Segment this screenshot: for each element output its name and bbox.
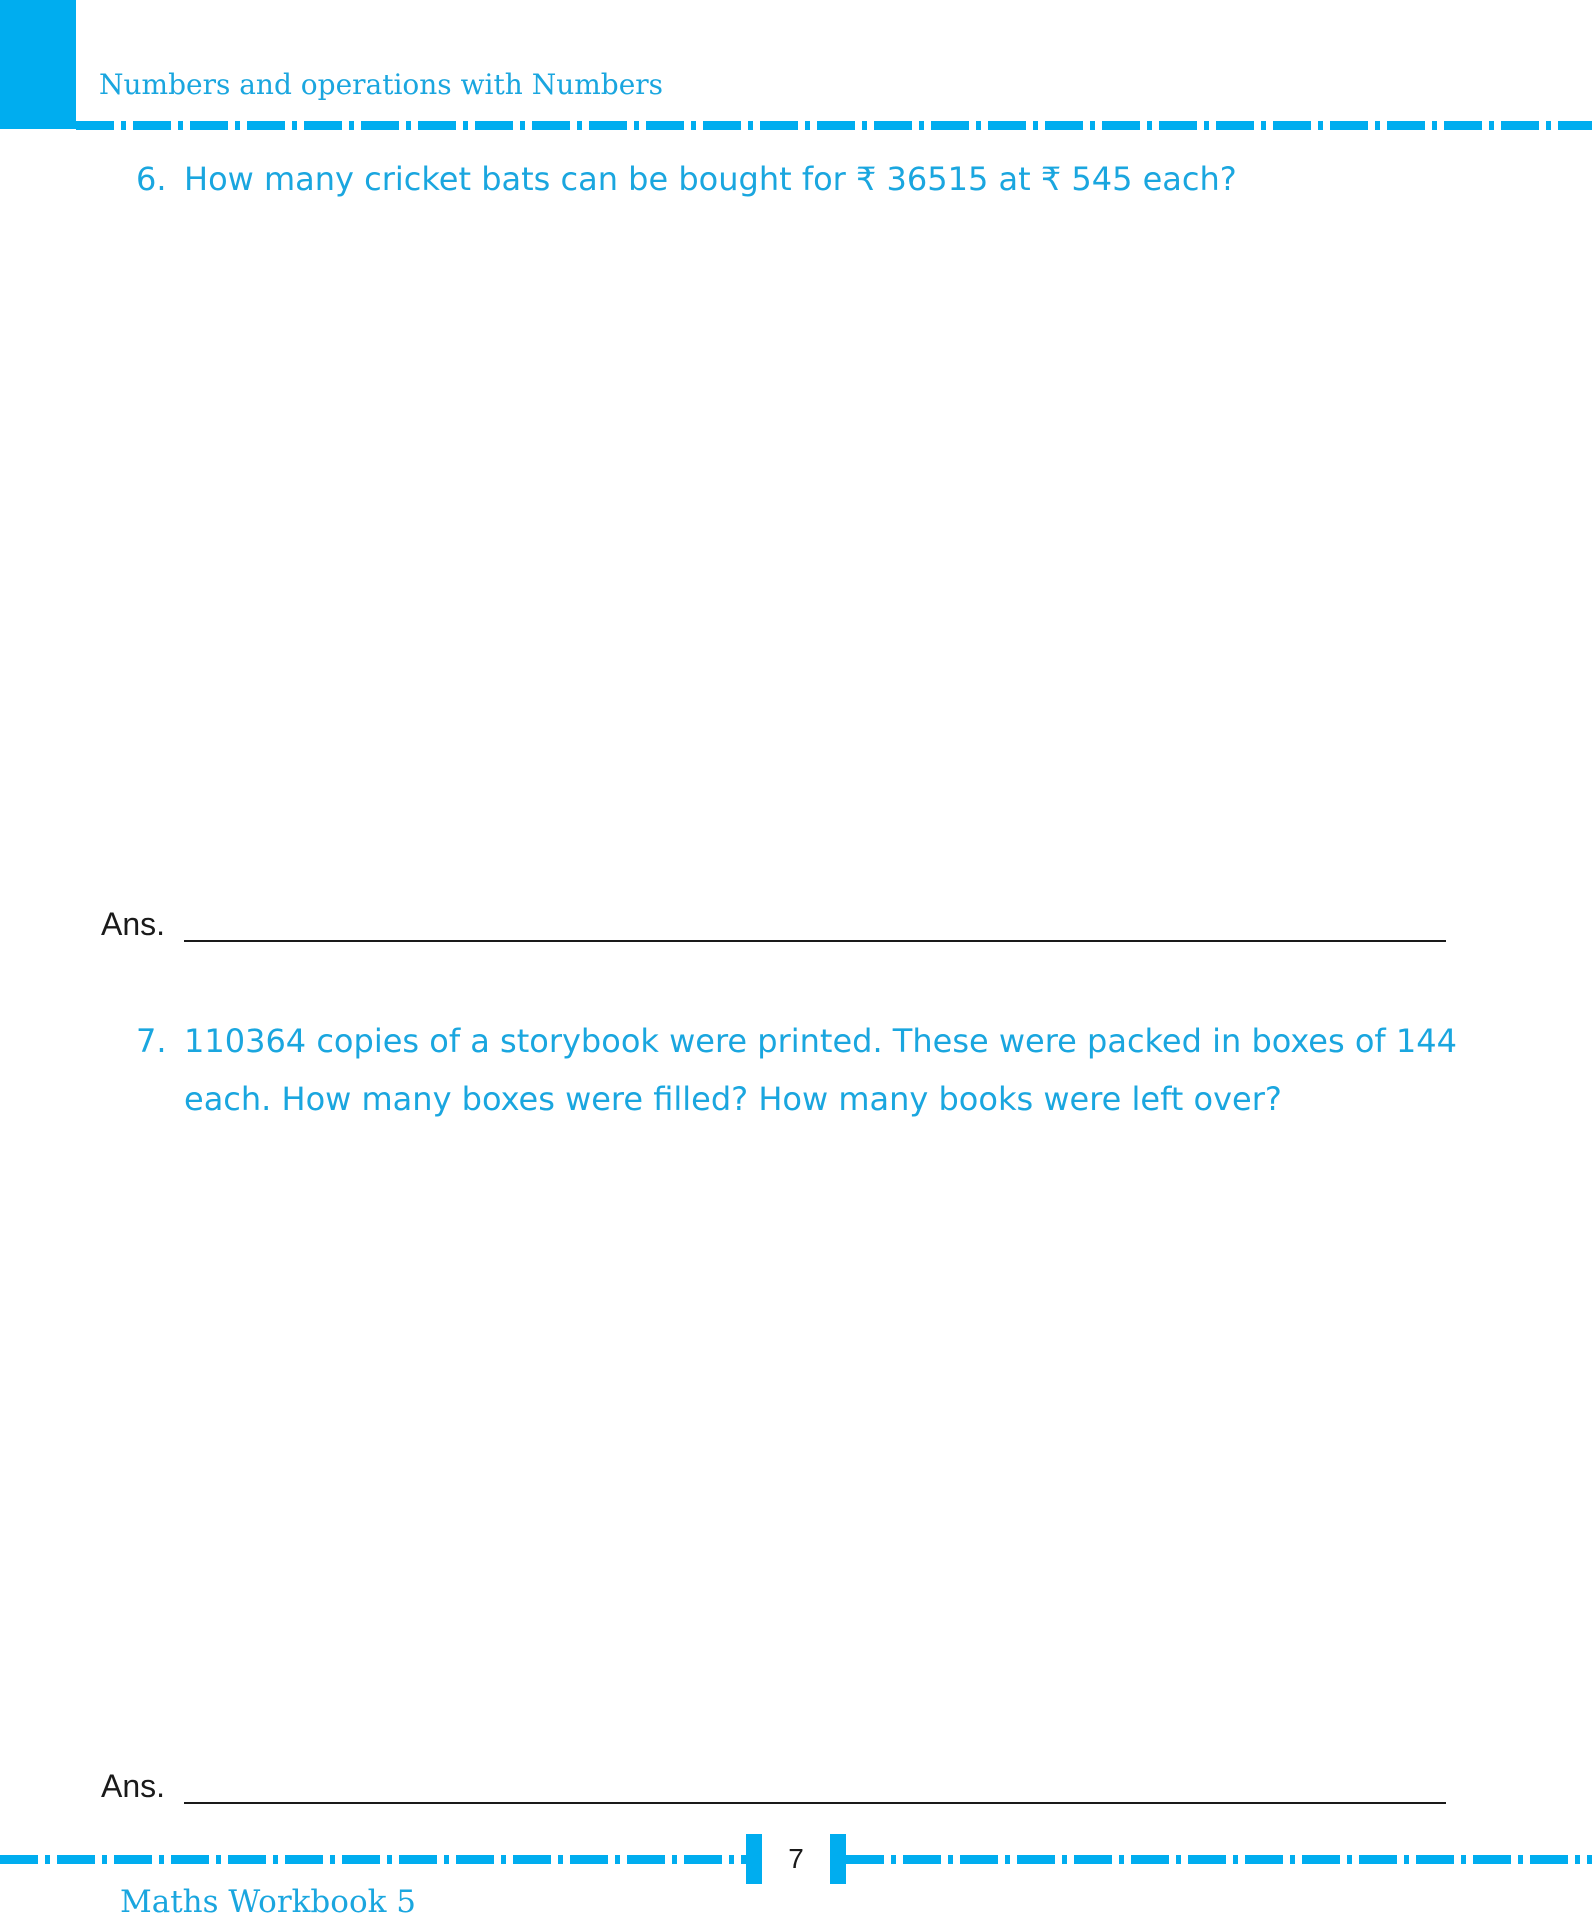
page-bracket-right [830, 1834, 846, 1884]
answer-label-7: Ans. [101, 1768, 166, 1804]
question-line: 110364 copies of a storybook were printed. These were packed in boxes of 144 [184, 1022, 1457, 1060]
answer-line-7[interactable] [184, 1802, 1446, 1804]
header-divider [76, 121, 1592, 130]
question-6 [136, 150, 1436, 210]
header-color-block [0, 0, 76, 129]
footer-divider-right [846, 1855, 1592, 1864]
footer-divider-left [0, 1855, 746, 1864]
question-number: 7. [136, 1022, 167, 1060]
question-number: 6. [136, 160, 167, 198]
question-7 [136, 1012, 1536, 1132]
book-title: Maths Workbook 5 [120, 1884, 416, 1920]
chapter-title: Numbers and operations with Numbers [99, 68, 664, 101]
page-number-box [746, 1834, 846, 1884]
question-line: How many cricket bats can be bought for ₹ 36515 at ₹ 545 each? [184, 160, 1237, 198]
page-number: 7 [788, 1843, 804, 1874]
question-text [184, 1012, 1457, 1128]
answer-line-6[interactable] [184, 940, 1446, 942]
question-text [184, 150, 1237, 208]
answer-label-6: Ans. [101, 906, 166, 942]
page-bracket-left [746, 1834, 762, 1884]
question-line: each. How many boxes were filled? How many books were left over? [184, 1080, 1282, 1118]
